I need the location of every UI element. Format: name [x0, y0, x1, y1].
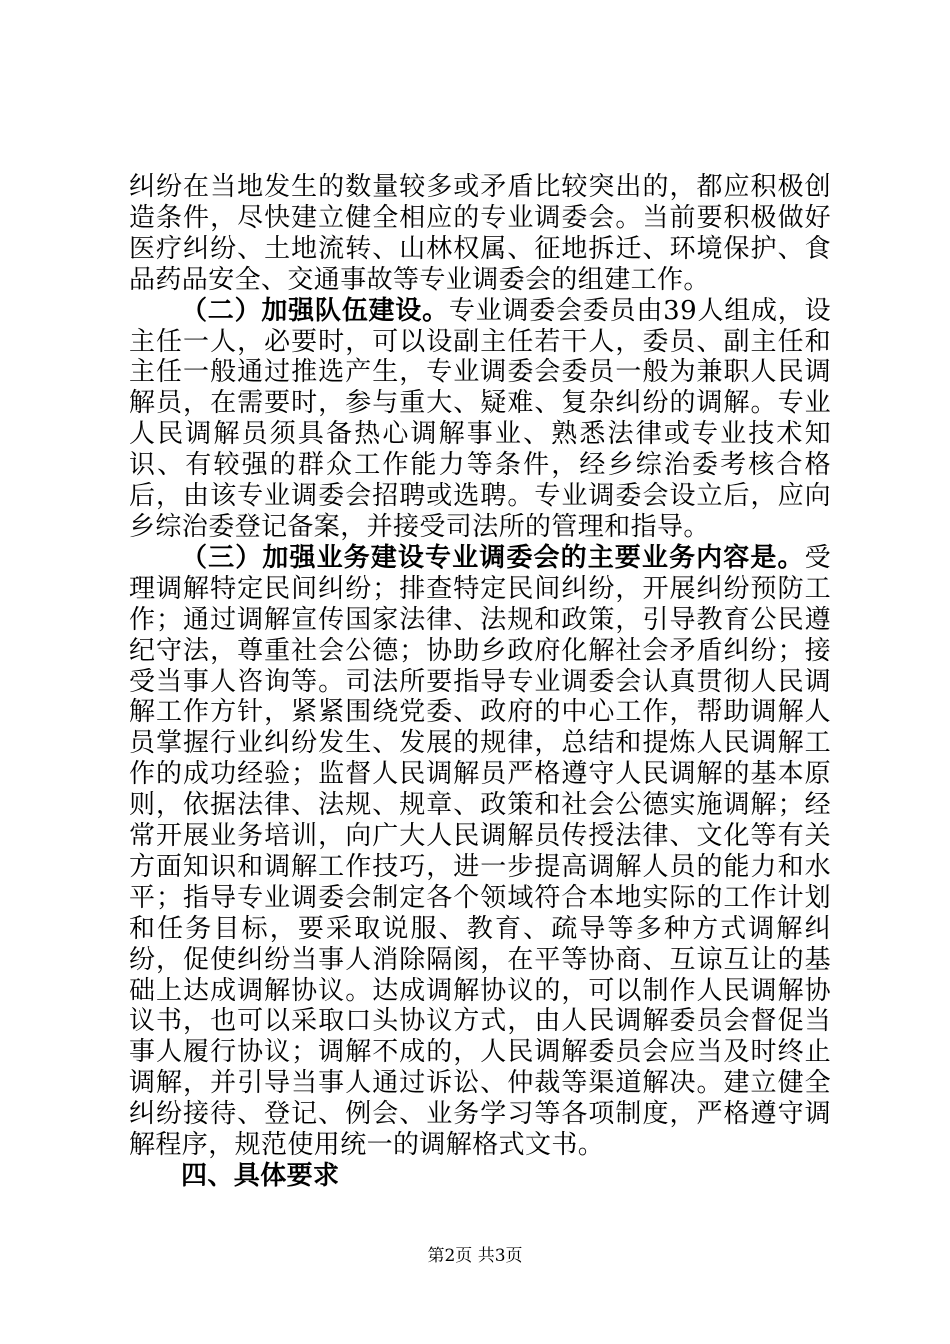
paragraph-team-building — [129, 296, 831, 543]
paragraph-heading: （三）加强业务建设专业调委会的主要业务内容是。 — [181, 542, 805, 573]
paragraph-text: 受理调解特定民间纠纷；排查特定民间纠纷，开展纠纷预防工作；通过调解宣传国家法律、法规和政策，引导教育公民遵纪守法，尊重社会公德；协助乡政府化解社会矛盾纠纷；接受当事人咨询等。司法所要指导专业调委会认真贯彻人民调解工作方针，紧紧围绕党委、政府的中心工作，帮助调解人员掌握行业纠纷发生、发展的规律，总结和提炼人民调解工作的成功经验；监督人民调解员严格遵守人民调解的基本原则，依据法律、法规、规章、政策和社会公德实施调解；经常开展业务培训，向广大人民调解员传授法律、文化等有关方面知识和调解工作技巧，进一步提高调解人员的能力和水平；指导专业调委会制定各个领域符合本地实际的工作计划和任务目标，要采取说服、教育、疏导等多种方式调解纠纷，促使纠纷当事人消除隔阂，在平等协商、互谅互让的基础上达成调解协议。达成调解协议的，可以制作人民调解协议书，也可以采取口头协议方式，由人民调解委员会督促当事人履行协议；调解不成的，人民调解委员会应当及时终止调解，并引导当事人通过诉讼、仲裁等渠道解决。建立健全纠纷接待、登记、例会、业务学习等各项制度，严格遵守调解程序，规范使用统一的调解格式文书。 — [129, 542, 831, 1161]
paragraph-text: 纠纷在当地发生的数量较多或矛盾比较突出的，都应积极创造条件，尽快建立健全相应的专业调委会。当前要积极做好医疗纠纷、土地流转、山林权属、征地拆迁、环境保护、食品药品安全、交通事故等专业调委会的组建工作。 — [129, 172, 831, 295]
page-footer — [0, 1241, 950, 1266]
paragraph-business-building — [129, 543, 831, 1161]
paragraph-continuation — [129, 172, 831, 296]
page-number: 第2页 共3页 — [427, 1246, 523, 1266]
document-body — [129, 172, 831, 1192]
section-heading: 四、具体要求 — [181, 1161, 340, 1191]
paragraph-text: 专业调委会委员由39人组成，设主任一人，必要时，可以设副主任若干人，委员、副主任和主任一般通过推选产生，专业调委会委员一般为兼职人民调解员，在需要时，参与重大、疑难、复杂纠纷的调解。专业人民调解员须具备热心调解事业、熟悉法律或专业技术知识、有较强的群众工作能力等条件，经乡综治委考核合格后，由该专业调委会招聘或选聘。专业调委会设立后，应向乡综治委登记备案，并接受司法所的管理和指导。 — [129, 295, 831, 542]
paragraph-heading: （二）加强队伍建设。 — [181, 295, 449, 326]
